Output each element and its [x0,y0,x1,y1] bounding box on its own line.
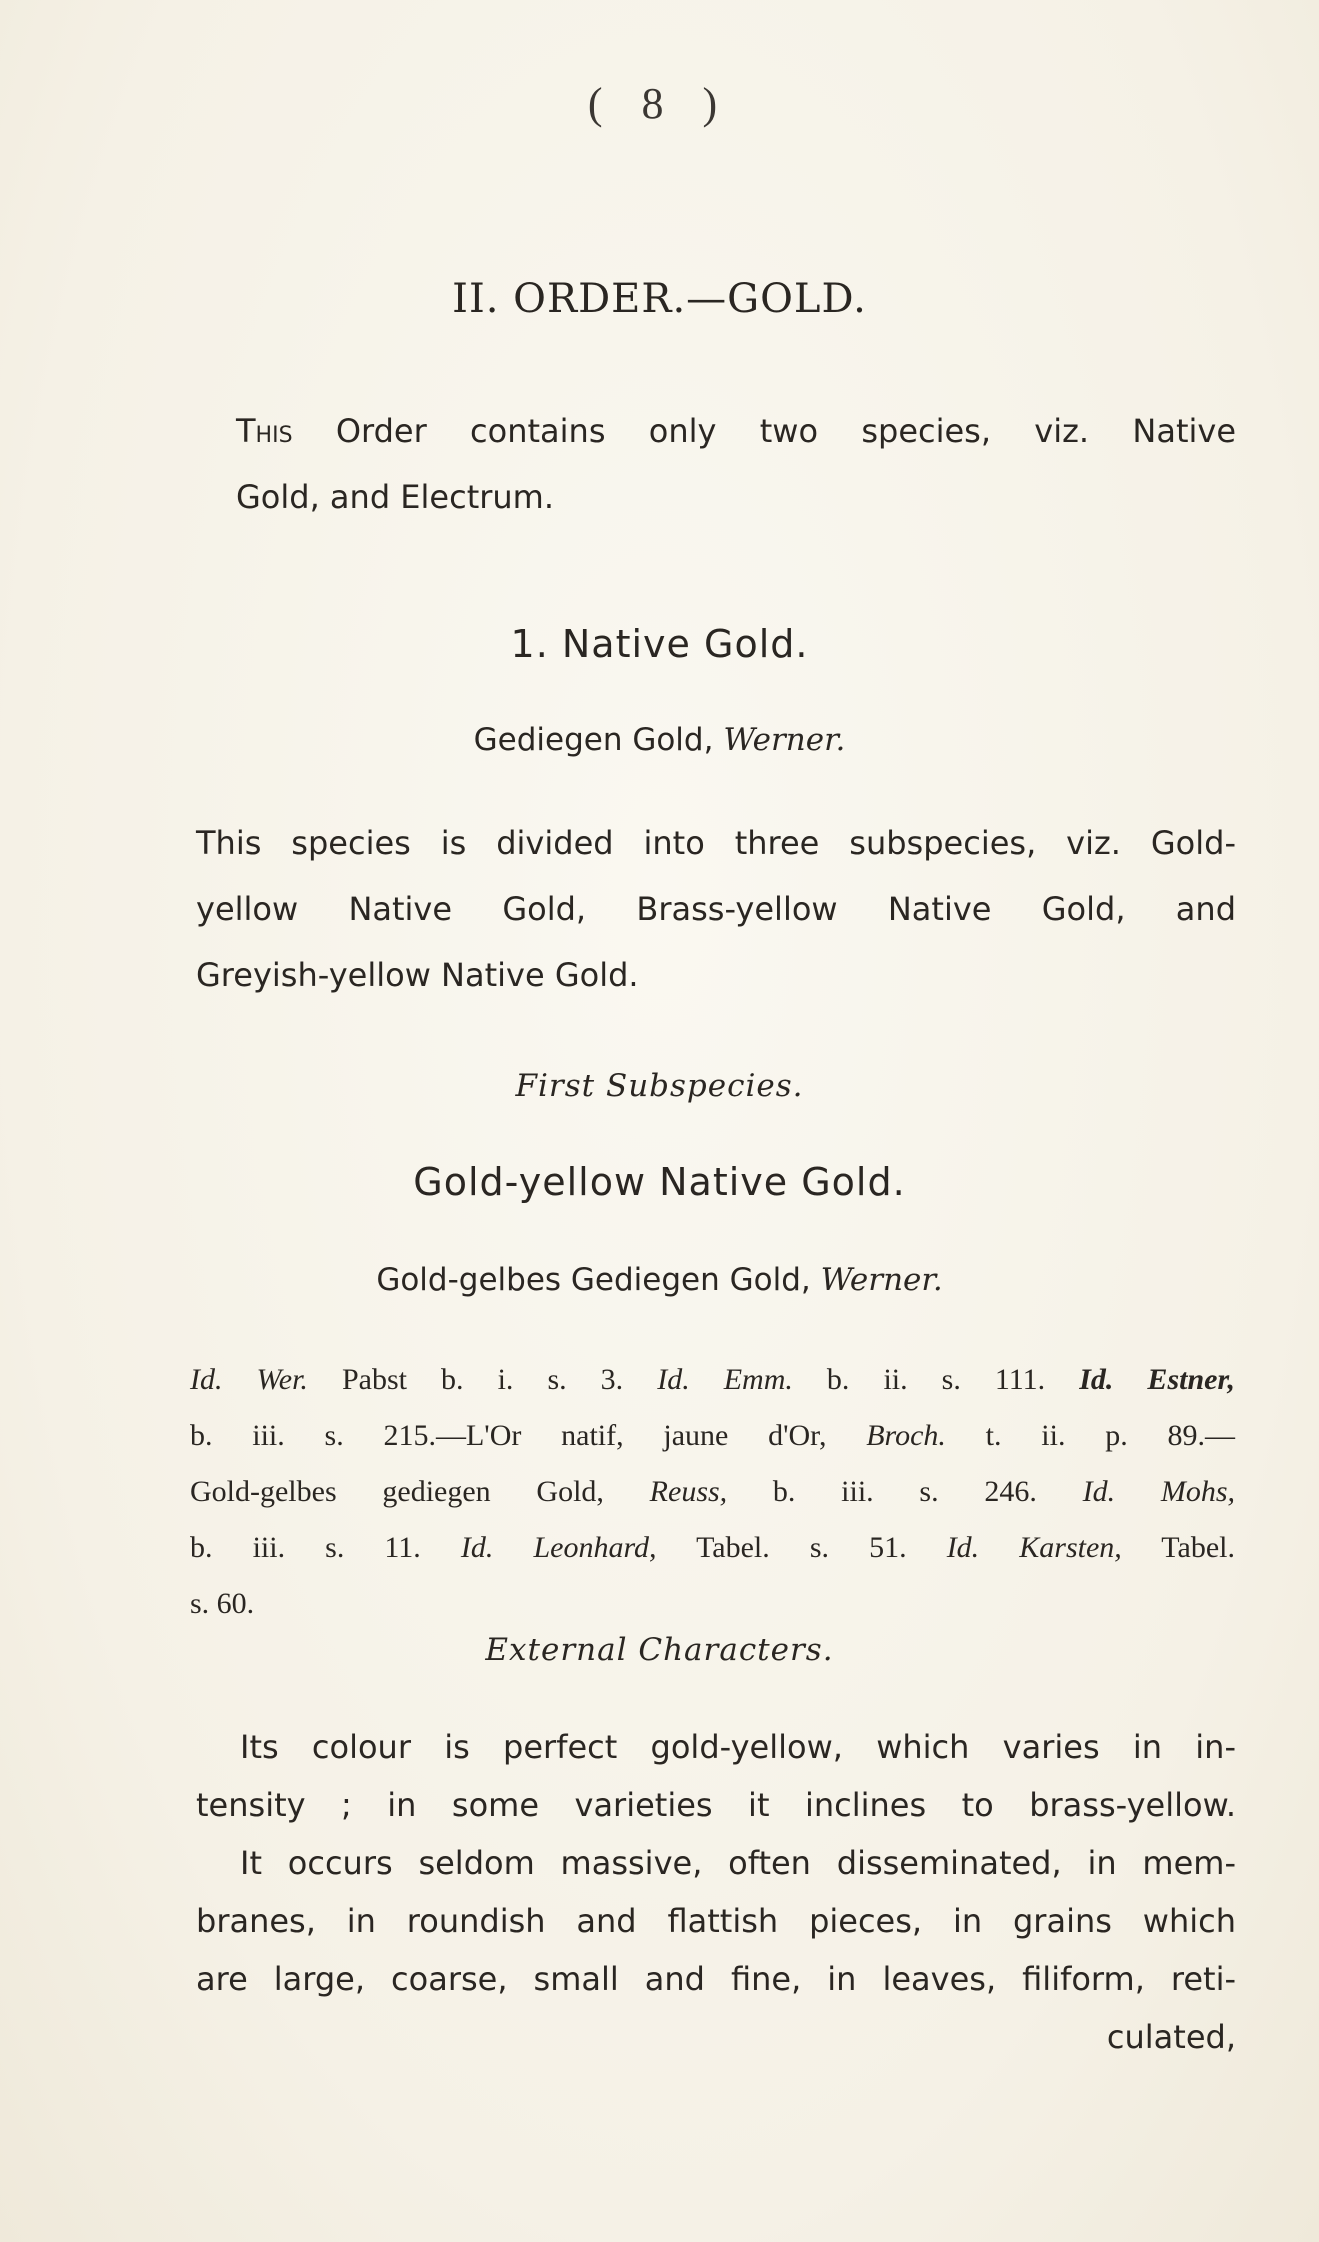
ref-source: Id. Mohs, [1082,1475,1235,1508]
ref-text: t. ii. p. 89.— [945,1419,1235,1452]
subspecies-heading: Gold-yellow Native Gold. [413,1160,906,1204]
species-description [196,810,1236,1008]
reference-line [190,1408,1235,1464]
ref-text: b. iii. s. 11. [190,1531,461,1564]
reference-line [190,1520,1235,1576]
synonym-author: Werner. [820,1262,943,1298]
section-heading: External Characters. [485,1632,834,1668]
ref-text: Tabel. [1121,1531,1235,1564]
ref-source: Id. Karsten, [946,1531,1122,1564]
page-number: ( 8 ) [587,79,732,128]
intro-lead-word: This [236,412,293,450]
reference-line [190,1464,1235,1520]
synonym-text: Gold-gelbes Gediegen Gold, [376,1262,821,1298]
catchword: culated, [1106,2018,1236,2056]
synonym-text: Gediegen Gold, [473,722,724,758]
intro-text: Order contains only two species, viz. Native [292,412,1236,450]
species-heading: 1. Native Gold. [510,622,809,666]
ref-text: b. ii. s. 111. [792,1363,1080,1396]
intro-line: Gold, and Electrum. [236,478,555,516]
subspecies-synonym [0,1262,1319,1298]
ref-source: Id. Estner, [1079,1363,1235,1396]
ref-source: Broch. [866,1419,946,1452]
body-line: are large, coarse, small and fine, in leaves, filiform, reti- [196,1960,1236,1998]
ref-text: b. iii. s. 215.—L'Or natif, jaune d'Or, [190,1419,867,1452]
body-line: tensity ; in some varieties it inclines to brass-yellow. [196,1786,1236,1824]
references-block [190,1352,1235,1632]
ref-source: Id. Emm. [657,1363,793,1396]
ref-text: Tabel. s. 51. [656,1531,947,1564]
synonym-author: Werner. [723,722,846,758]
description-line: Greyish-yellow Native Gold. [196,956,639,994]
ref-text: Pabst b. i. s. 3. [307,1363,658,1396]
reference-line: s. 60. [190,1587,255,1620]
ref-text: b. iii. s. 246. [727,1475,1083,1508]
ref-source: Id. Leonhard, [460,1531,657,1564]
reference-line [190,1352,1235,1408]
intro-line [236,398,1236,464]
order-heading: II. ORDER.—GOLD. [452,276,867,322]
ref-text: Gold-gelbes gediegen Gold, [190,1475,650,1508]
body-line: branes, in roundish and flattish pieces, in grains which [196,1902,1236,1940]
description-line: yellow Native Gold, Brass-yellow Native Gold, and [196,890,1236,928]
external-characters-text [196,1718,1236,2066]
species-synonym [0,722,1319,758]
body-line: It occurs seldom massive, often disseminated, in mem- [240,1844,1236,1882]
intro-paragraph [236,398,1236,530]
body-line: Its colour is perfect gold-yellow, which varies in in- [240,1728,1236,1766]
ref-source: Reuss, [649,1475,728,1508]
description-line: This species is divided into three subspecies, viz. Gold- [196,824,1236,862]
subspecies-label: First Subspecies. [515,1068,804,1104]
ref-source: Id. Wer. [190,1363,308,1396]
